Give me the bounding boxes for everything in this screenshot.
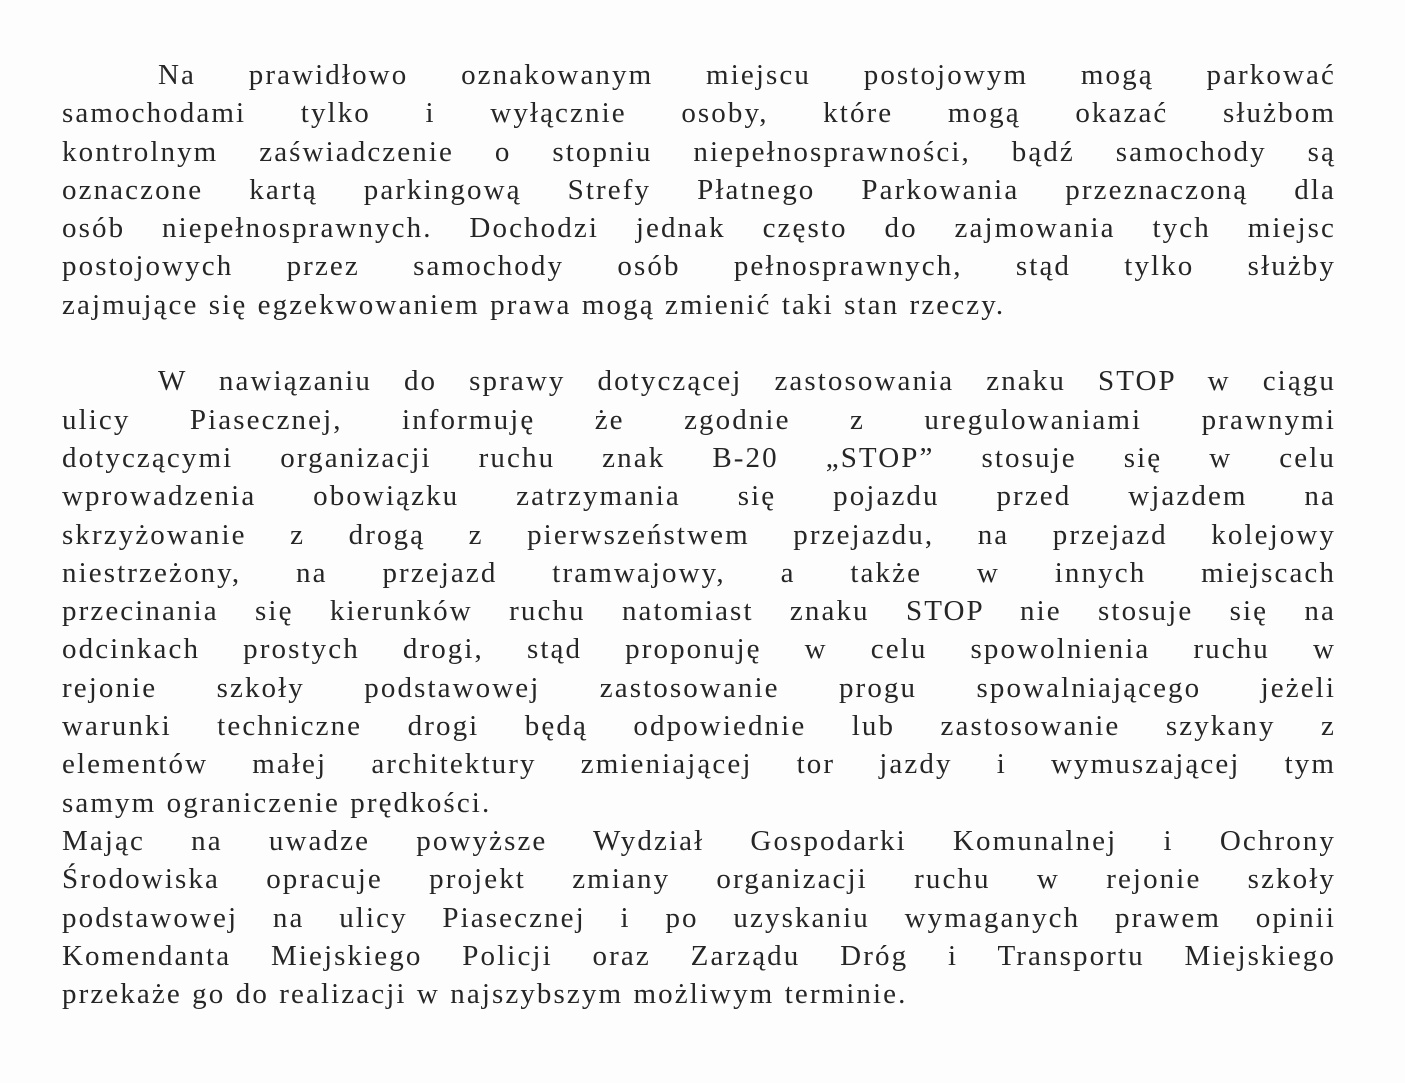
text-line: przekaże go do realizacji w najszybszym możliwym terminie. — [62, 978, 908, 1011]
text-line: rejonie szkoły podstawowej zastosowanie progu spowalniającego jeżeli — [62, 671, 1336, 704]
text-line: zajmujące się egzekwowaniem prawa mogą zmienić taki stan rzeczy. — [62, 288, 1006, 321]
text-line: W nawiązaniu do sprawy dotyczącej zastosowania znaku STOP w ciągu — [158, 365, 1336, 398]
text-line: dotyczącymi organizacji ruchu znak B-20 „STOP” stosuje się w celu — [62, 441, 1336, 474]
text-line: osób niepełnosprawnych. Dochodzi jednak często do zajmowania tych miejsc — [62, 212, 1336, 245]
text-line: kontrolnym zaświadczenie o stopniu niepełnosprawności, bądź samochody są — [62, 135, 1336, 168]
text-line: przecinania się kierunków ruchu natomiast znaku STOP nie stosuje się na — [62, 595, 1336, 628]
text-line: oznaczone kartą parkingową Strefy Płatnego Parkowania przeznaczoną dla — [62, 173, 1336, 206]
text-line: postojowych przez samochody osób pełnosprawnych, stąd tylko służby — [62, 250, 1336, 283]
text-line: Komendanta Miejskiego Policji oraz Zarządu Dróg i Transportu Miejskiego — [62, 939, 1336, 972]
text-line: wprowadzenia obowiązku zatrzymania się pojazdu przed wjazdem na — [62, 480, 1336, 513]
text-line: warunki techniczne drogi będą odpowiednie lub zastosowanie szykany z — [62, 710, 1336, 743]
paragraph-gap — [62, 324, 1336, 362]
paragraph-conclusion — [62, 822, 1336, 1013]
text-line: Na prawidłowo oznakowanym miejscu postojowym mogą parkować — [158, 59, 1336, 91]
text-line: skrzyżowanie z drogą z pierwszeństwem przejazdu, na przejazd kolejowy — [62, 518, 1336, 551]
paragraph-stop-sign — [62, 362, 1336, 822]
text-line: ulicy Piasecznej, informuję że zgodnie z uregulowaniami prawnymi — [62, 403, 1336, 436]
text-line: elementów małej architektury zmieniającej tor jazdy i wymuszającej tym — [62, 748, 1336, 781]
text-line: Mając na uwadze powyższe Wydział Gospodarki Komunalnej i Ochrony — [62, 824, 1336, 857]
text-line: odcinkach prostych drogi, stąd proponuję w celu spowolnienia ruchu w — [62, 633, 1336, 666]
document-body — [62, 56, 1336, 1013]
text-line: Środowiska opracuje projekt zmiany organizacji ruchu w rejonie szkoły — [62, 863, 1336, 896]
paragraph-disabled-parking — [62, 56, 1336, 324]
text-line: podstawowej na ulicy Piasecznej i po uzyskaniu wymaganych prawem opinii — [62, 901, 1336, 934]
text-line: samym ograniczenie prędkości. — [62, 786, 492, 819]
text-line: niestrzeżony, na przejazd tramwajowy, a także w innych miejscach — [62, 556, 1336, 589]
text-line: samochodami tylko i wyłącznie osoby, które mogą okazać służbom — [62, 97, 1336, 130]
